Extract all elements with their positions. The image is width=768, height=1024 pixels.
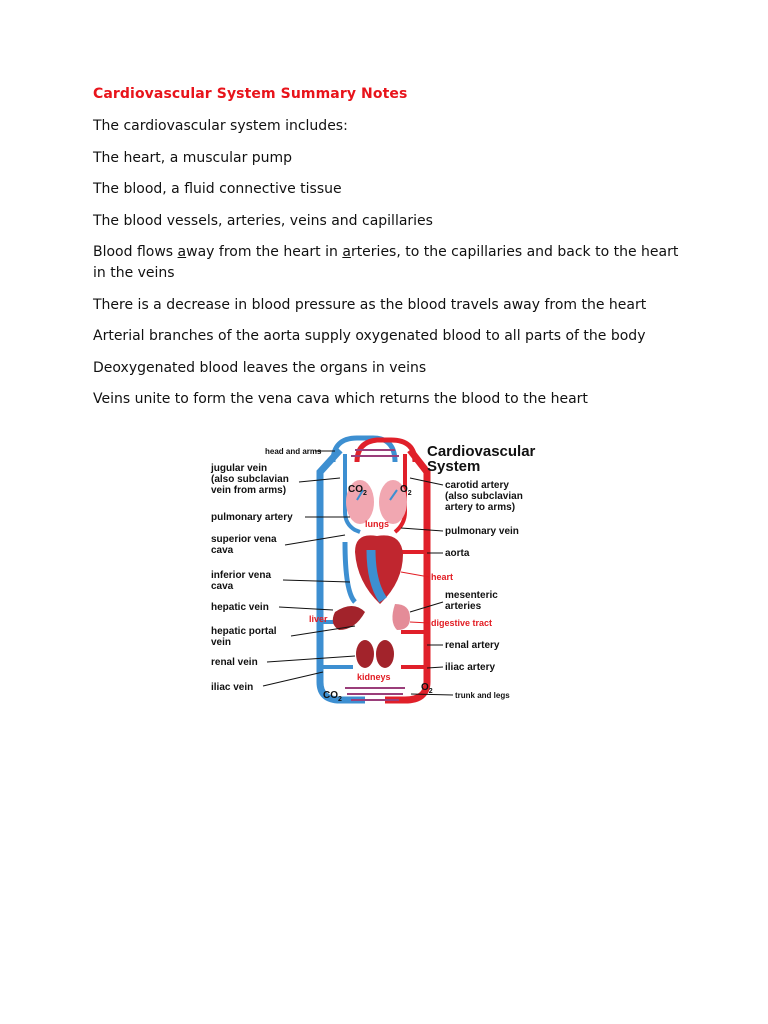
label-digestive-tract: digestive tract — [431, 618, 493, 628]
label-pulmonary-artery: pulmonary artery — [211, 512, 293, 523]
paragraph-vena-cava: Veins unite to form the vena cava which returns the blood to the heart — [93, 391, 588, 407]
paragraph-deoxygenated: Deoxygenated blood leaves the organs in veins — [93, 359, 427, 376]
label-co2-bottom: $CO_2$ — [323, 690, 342, 703]
label-mesenteric-1: mesenteric — [445, 590, 498, 601]
label-pulmonary-vein: pulmonary vein — [445, 526, 519, 537]
label-kidneys: kidneys — [357, 672, 391, 682]
paragraph-blood-flow — [93, 242, 693, 284]
cardiovascular-diagram-svg — [205, 432, 565, 712]
label-hepatic-portal-2: vein — [211, 637, 232, 648]
label-hepatic-portal-1: hepatic portal — [211, 626, 277, 637]
label-o2-top: $O_2$ — [400, 484, 412, 497]
diagram-title-line1: Cardiovascular — [427, 443, 536, 460]
blood-flow-text-c: way from the heart in — [186, 244, 343, 260]
label-carotid-1: carotid artery — [445, 480, 509, 491]
label-renal-vein: renal vein — [211, 657, 258, 668]
label-renal-artery: renal artery — [445, 640, 500, 651]
label-heart: heart — [431, 572, 454, 582]
blood-flow-underlined-a2: a — [342, 244, 351, 260]
diagram-title-line2: System — [427, 458, 481, 475]
document-body — [93, 86, 693, 421]
label-liver: liver — [309, 614, 328, 624]
label-iliac-artery: iliac artery — [445, 662, 496, 673]
paragraph-vessels: The blood vessels, arteries, veins and capillaries — [93, 212, 433, 229]
label-mesenteric-2: arteries — [445, 601, 482, 612]
liver-organ — [333, 606, 365, 630]
blood-flow-text-e: rteries, to the capillaries and back to the heart in the veins — [93, 244, 679, 281]
label-jugular-3: vein from arms) — [211, 485, 287, 496]
heart-organ — [355, 535, 403, 604]
kidneys-organ — [356, 640, 394, 668]
label-ivc-2: cava — [211, 581, 234, 592]
blood-flow-text-a: Blood flows — [93, 244, 178, 260]
label-co2-top: $CO_2$ — [348, 484, 367, 497]
label-aorta: aorta — [445, 548, 470, 559]
document-title: Cardiovascular System Summary Notes — [93, 86, 408, 102]
label-carotid-3: artery to arms) — [445, 502, 516, 513]
paragraph-includes: The cardiovascular system includes: — [93, 118, 348, 134]
label-ivc-1: inferior vena — [211, 570, 272, 581]
label-carotid-2: (also subclavian — [445, 491, 523, 502]
label-head-arms: head and arms — [265, 447, 322, 456]
paragraph-blood: The blood, a fluid connective tissue — [93, 181, 342, 197]
paragraph-aorta: Arterial branches of the aorta supply oxygenated blood to all parts of the body — [93, 328, 646, 344]
paragraph-pressure: There is a decrease in blood pressure as the blood travels away from the heart — [93, 296, 647, 313]
label-jugular-2: (also subclavian — [211, 474, 289, 485]
cardiovascular-diagram — [205, 432, 565, 712]
digestive-tract-organ — [392, 604, 410, 630]
label-o2-bottom: $O_2$ — [421, 682, 433, 695]
label-jugular-1: jugular vein — [211, 463, 268, 474]
blood-flow-underlined-a1: a — [177, 244, 187, 260]
label-trunk-legs: trunk and legs — [455, 691, 510, 700]
left-labels — [210, 447, 355, 693]
label-svc-2: cava — [211, 545, 234, 556]
label-svc-1: superior vena — [211, 534, 277, 545]
label-hepatic-vein: hepatic vein — [211, 602, 269, 613]
label-iliac-vein: iliac vein — [211, 682, 254, 693]
paragraph-heart: The heart, a muscular pump — [93, 149, 293, 166]
label-lungs: lungs — [365, 519, 389, 529]
